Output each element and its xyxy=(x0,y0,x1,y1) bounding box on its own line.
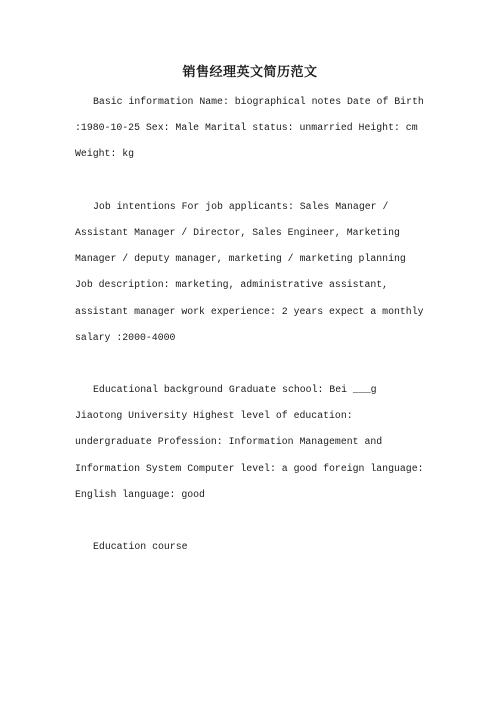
document-title: 销售经理英文简历范文 xyxy=(182,65,318,80)
paragraph-job-intentions xyxy=(75,194,475,351)
text-line: Basic information Name: biographical notes Date of Birth xyxy=(93,96,424,107)
text-line: Weight: kg xyxy=(75,148,135,160)
document-body xyxy=(75,89,475,587)
paragraph-basic-information xyxy=(75,89,475,168)
text-line: undergraduate Profession: Information Management and xyxy=(75,436,383,448)
text-line: assistant manager work experience: 2 years expect a monthly xyxy=(75,305,424,317)
text-line: Assistant Manager / Director, Sales Engineer, Marketing xyxy=(75,226,400,238)
text-line: :1980-10-25 Sex: Male Marital status: unmarried Height: cm xyxy=(75,122,418,134)
text-line: Educational background Graduate school: Bei ___g xyxy=(93,384,377,396)
text-line: Education course xyxy=(93,541,188,553)
text-line: Information System Computer level: a good foreign language: xyxy=(75,462,424,474)
paragraph-education-course xyxy=(75,534,475,560)
text-line: Job description: marketing, administrative assistant, xyxy=(75,279,389,291)
text-line: Manager / deputy manager, marketing / marketing planning xyxy=(75,253,406,265)
text-line: salary :2000-4000 xyxy=(75,331,176,343)
text-line: Job intentions For job applicants: Sales Manager / xyxy=(93,200,389,212)
text-line: Jiaotong University Highest level of education: xyxy=(75,410,353,422)
paragraph-educational-background xyxy=(75,377,475,508)
text-line: English language: good xyxy=(75,488,205,500)
